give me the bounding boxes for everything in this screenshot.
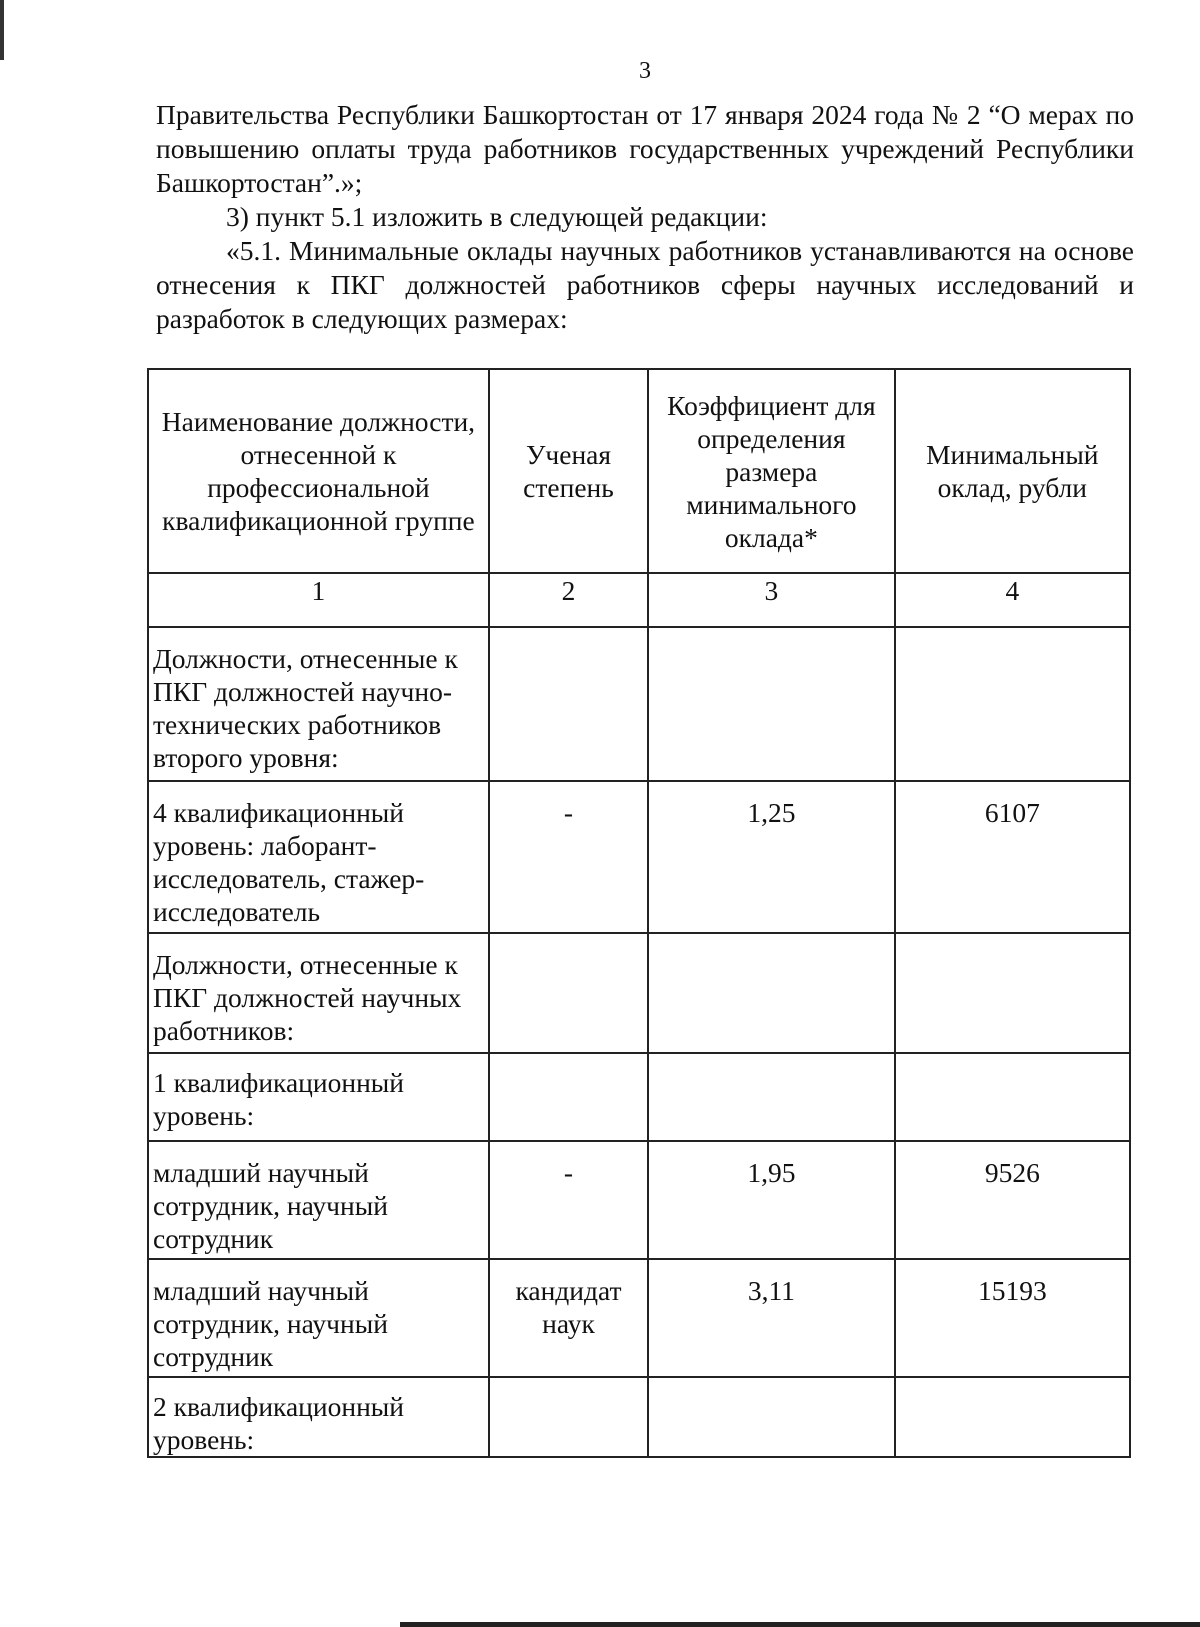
cell-salary — [895, 933, 1130, 1053]
table-row — [148, 781, 1130, 933]
cell-salary — [895, 1377, 1130, 1457]
table-row — [148, 1053, 1130, 1141]
paragraph-clause-5-1: «5.1. Минимальные оклады научных работников устанавливаются на основе отнесения к ПКГ должностей работников сферы научных исследований и разработок в следующих размерах: — [156, 235, 1134, 334]
header-minimum-salary: Минимальный оклад, рубли — [895, 369, 1130, 573]
scan-bottom-edge — [400, 1622, 1200, 1627]
table-row — [148, 627, 1130, 781]
cell-position: младший научный сотрудник, научный сотрудник — [148, 1259, 489, 1377]
cell-degree — [489, 933, 648, 1053]
cell-coefficient: 3,11 — [648, 1259, 895, 1377]
table-row — [148, 1141, 1130, 1259]
column-number: 3 — [648, 573, 895, 627]
cell-degree: - — [489, 1141, 648, 1259]
table-header-row — [148, 369, 1130, 573]
cell-degree — [489, 1053, 648, 1141]
cell-degree — [489, 1377, 648, 1457]
table-row — [148, 1259, 1130, 1377]
cell-position: Должности, отнесенные к ПКГ должностей научных работников: — [148, 933, 489, 1053]
cell-degree: кандидат наук — [489, 1259, 648, 1377]
cell-salary: 15193 — [895, 1259, 1130, 1377]
column-number: 2 — [489, 573, 648, 627]
table-row — [148, 933, 1130, 1053]
cell-coefficient — [648, 1377, 895, 1457]
salary-table — [147, 368, 1131, 1458]
cell-position: 2 квалификационный уровень: — [148, 1377, 489, 1457]
cell-coefficient — [648, 627, 895, 781]
paragraph-amendment-intro: 3) пункт 5.1 изложить в следующей редакции: — [226, 201, 768, 232]
column-number: 4 — [895, 573, 1130, 627]
cell-position: Должности, отнесенные к ПКГ должностей научно-технических работников второго уровня: — [148, 627, 489, 781]
column-number-row — [148, 573, 1130, 627]
cell-position: 4 квалификационный уровень: лаборант-исследователь, стажер-исследователь — [148, 781, 489, 933]
cell-coefficient: 1,95 — [648, 1141, 895, 1259]
cell-coefficient: 1,25 — [648, 781, 895, 933]
body-text — [156, 98, 1134, 336]
cell-position: младший научный сотрудник, научный сотрудник — [148, 1141, 489, 1259]
cell-position: 1 квалификационный уровень: — [148, 1053, 489, 1141]
cell-salary: 6107 — [895, 781, 1130, 933]
cell-salary — [895, 627, 1130, 781]
scan-edge-mark — [0, 0, 4, 60]
cell-degree — [489, 627, 648, 781]
cell-salary: 9526 — [895, 1141, 1130, 1259]
header-academic-degree: Ученая степень — [489, 369, 648, 573]
page-number: 3 — [639, 58, 651, 84]
cell-coefficient — [648, 933, 895, 1053]
cell-coefficient — [648, 1053, 895, 1141]
table-row — [148, 1377, 1130, 1457]
cell-degree: - — [489, 781, 648, 933]
header-coefficient: Коэффициент для определения размера минимального оклада* — [648, 369, 895, 573]
column-number: 1 — [148, 573, 489, 627]
cell-salary — [895, 1053, 1130, 1141]
header-position-name: Наименование должности, отнесенной к профессиональной квалификационной группе — [148, 369, 489, 573]
paragraph-decree-reference: Правительства Республики Башкортостан от 17 января 2024 года № 2 “О мерах по повышению оплаты труда работников государственных учреждений Республики Башкортостан”.»; — [156, 99, 1134, 198]
